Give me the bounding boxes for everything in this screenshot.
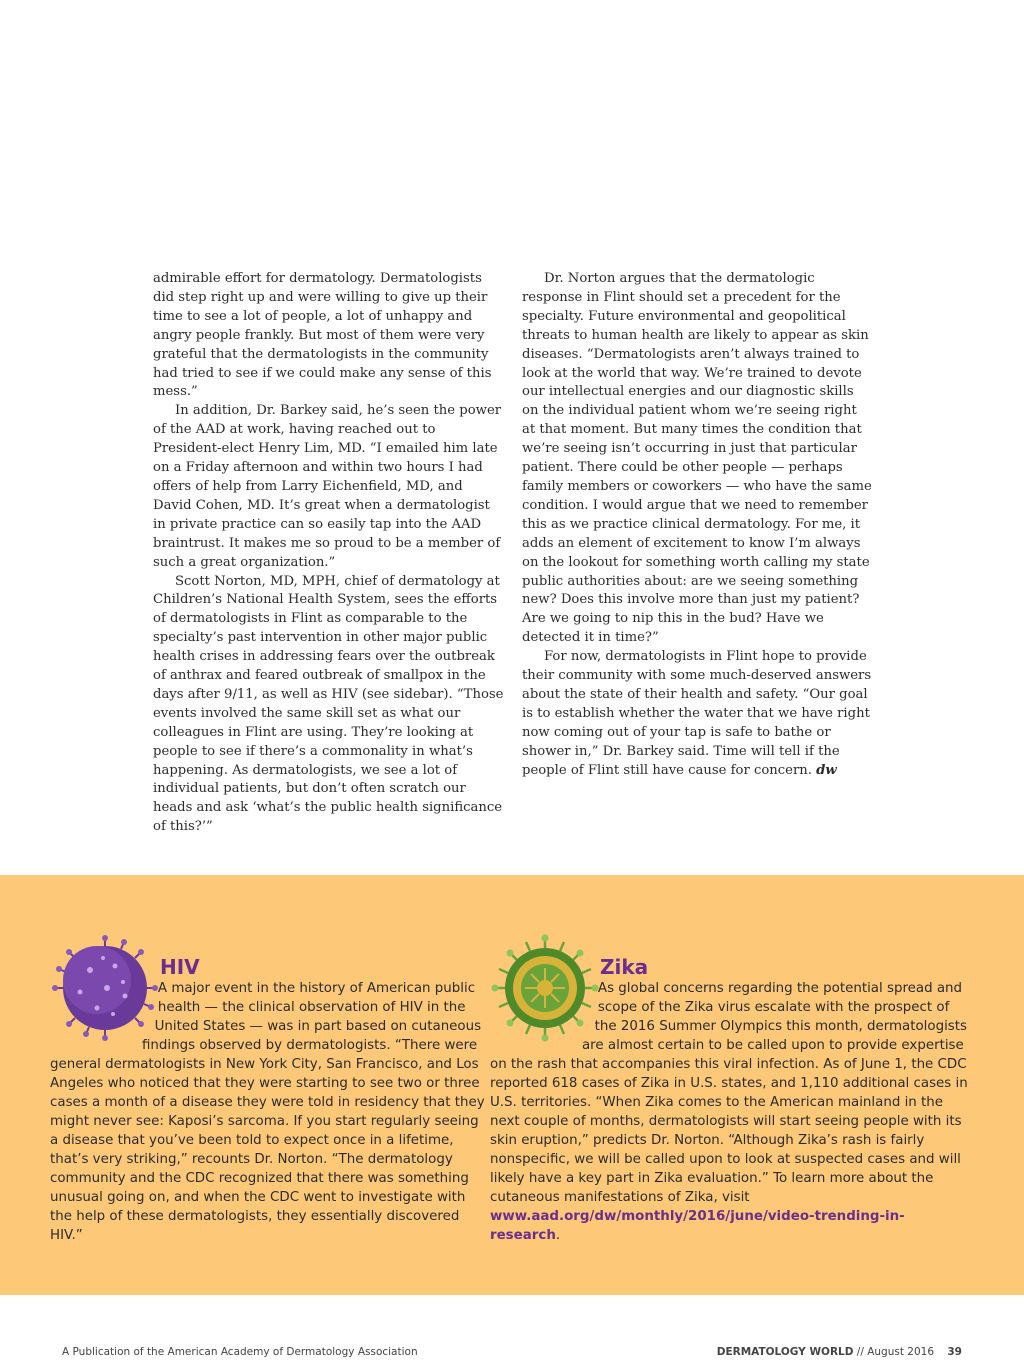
hiv-body: A major event in the history of American public health — the clinical observation of HIV in the United States — was in part based on cutaneous findings observed by dermatologists. “There were general dermatologists in New York City, San Francisco, and Los Angeles who noticed that they were starting to see two or three cases a month of a disease they were told in residency that they might never see: Kaposi’s sarcoma. If you start regularly seeing a disease that you’ve been told to expect once in a lifetime, that’s very striking,” recounts Dr. Norton. “The dermatology community and the CDC recognized that there was something unusual going on, and when the CDC went to investigate with the help of these dermatologists, they essentially discovered HIV.” <box>50 981 485 1243</box>
publication-credit: A Publication of the American Academy of Dermatology Association <box>62 1346 418 1358</box>
article-paragraph-text: For now, dermatologists in Flint hope to provide their community with some much-deserved answers about the state of their health and safety. “Our goal is to establish whether the water that we have right now coming out of your tap is safe to bathe or shower in,” Dr. Barkey said. Time will tell if the people of Flint still have cause for concern. <box>522 649 872 778</box>
separator: // <box>856 1346 864 1358</box>
end-mark: dw <box>816 762 837 778</box>
page-number: 39 <box>947 1346 962 1358</box>
article-paragraph <box>522 648 874 780</box>
article-column-right <box>522 270 874 780</box>
zika-title: Zika <box>600 955 649 979</box>
article-paragraph: In addition, Dr. Barkey said, he’s seen the power of the AAD at work, having reached out to President-elect Henry Lim, MD. “I emailed him late on a Friday afternoon and within two hours I had offers of help from Larry Eichenfield, MD, and David Cohen, MD. It’s great when a dermatologist in private practice can so easily tap into the AAD braintrust. It makes me so proud to be a member of such a great organization.” <box>153 403 502 570</box>
magazine-name: DERMATOLOGY WORLD <box>716 1346 854 1358</box>
sidebar-panel <box>0 875 1024 1295</box>
article-paragraph: Scott Norton, MD, MPH, chief of dermatology at Children’s National Health System, sees the efforts of dermatologists in Flint as comparable to the specialty’s past intervention in other major public health crises in addressing fears over the outbreak of anthrax and feared outbreak of smallpox in the days after 9/11, as well as HIV (see sidebar). “Those events involved the same skill set as what our colleagues in Flint are using. They’re looking at people to see if there’s a commonality in what’s happening. As dermatologists, we see a lot of individual patients, but don’t often scratch our heads and ask ‘what’s the public health significance of this?’” <box>153 573 504 835</box>
hiv-title: HIV <box>160 955 200 979</box>
issue-info <box>717 1346 962 1358</box>
article-column-left <box>153 270 505 837</box>
article-paragraph: Dr. Norton argues that the dermatologic response in Flint should set a precedent for the specialty. Future environmental and geopolitical threats to human health are likely to appear as skin diseases. “Dermatologists aren’t always trained to look at the world that way. We’re trained to devote our intellectual energies and our diagnostic skills on the individual patient whom we’re seeing right at that moment. But many times the condition that we’re seeing isn’t occurring in just that particular patient. There could be other people — perhaps family members or coworkers — who have the same condition. I would argue that we need to remember this as we practice clinical dermatology. For me, it adds an element of excitement to know I’m always on the lookout for something worth calling my state public authorities about: are we seeing something new? Does this involve more than just my patient? Are we going to nip this in the bud? Have we detected it in time?” <box>522 271 872 646</box>
zika-body-end: . <box>555 1228 561 1243</box>
issue-date: August 2016 <box>867 1346 935 1358</box>
hiv-box <box>50 955 490 1245</box>
zika-box <box>490 955 970 1245</box>
article-paragraph: admirable effort for dermatology. Dermatologists did step right up and were willing to give up their time to see a lot of people, a lot of unhappy and angry people frankly. But most of them were very grateful that the dermatologists in the community had tried to see if we could make any sense of this mess.” <box>153 271 492 400</box>
hiv-virus-icon <box>50 933 160 1043</box>
zika-link[interactable]: www.aad.org/dw/monthly/2016/june/video-trending-in-research <box>490 1209 905 1243</box>
zika-virus-icon <box>490 933 600 1043</box>
zika-body-text: As global concerns regarding the potential spread and scope of the Zika virus escalate with the prospect of the 2016 Summer Olympics this month, dermatologists are almost certain to be called upon to provide expertise on the rash that accompanies this viral infection. As of June 1, the CDC reported 618 cases of Zika in U.S. states, and 1,110 additional cases in U.S. territories. “When Zika comes to the American mainland in the next couple of months, dermatologists will start seeing people with its skin eruption,” predicts Dr. Norton. “Although Zika’s rash is fairly nonspecific, we will be called upon to look at suspected cases and will likely have a key part in Zika evaluation.” To learn more about the cutaneous manifestations of Zika, visit <box>490 981 968 1205</box>
